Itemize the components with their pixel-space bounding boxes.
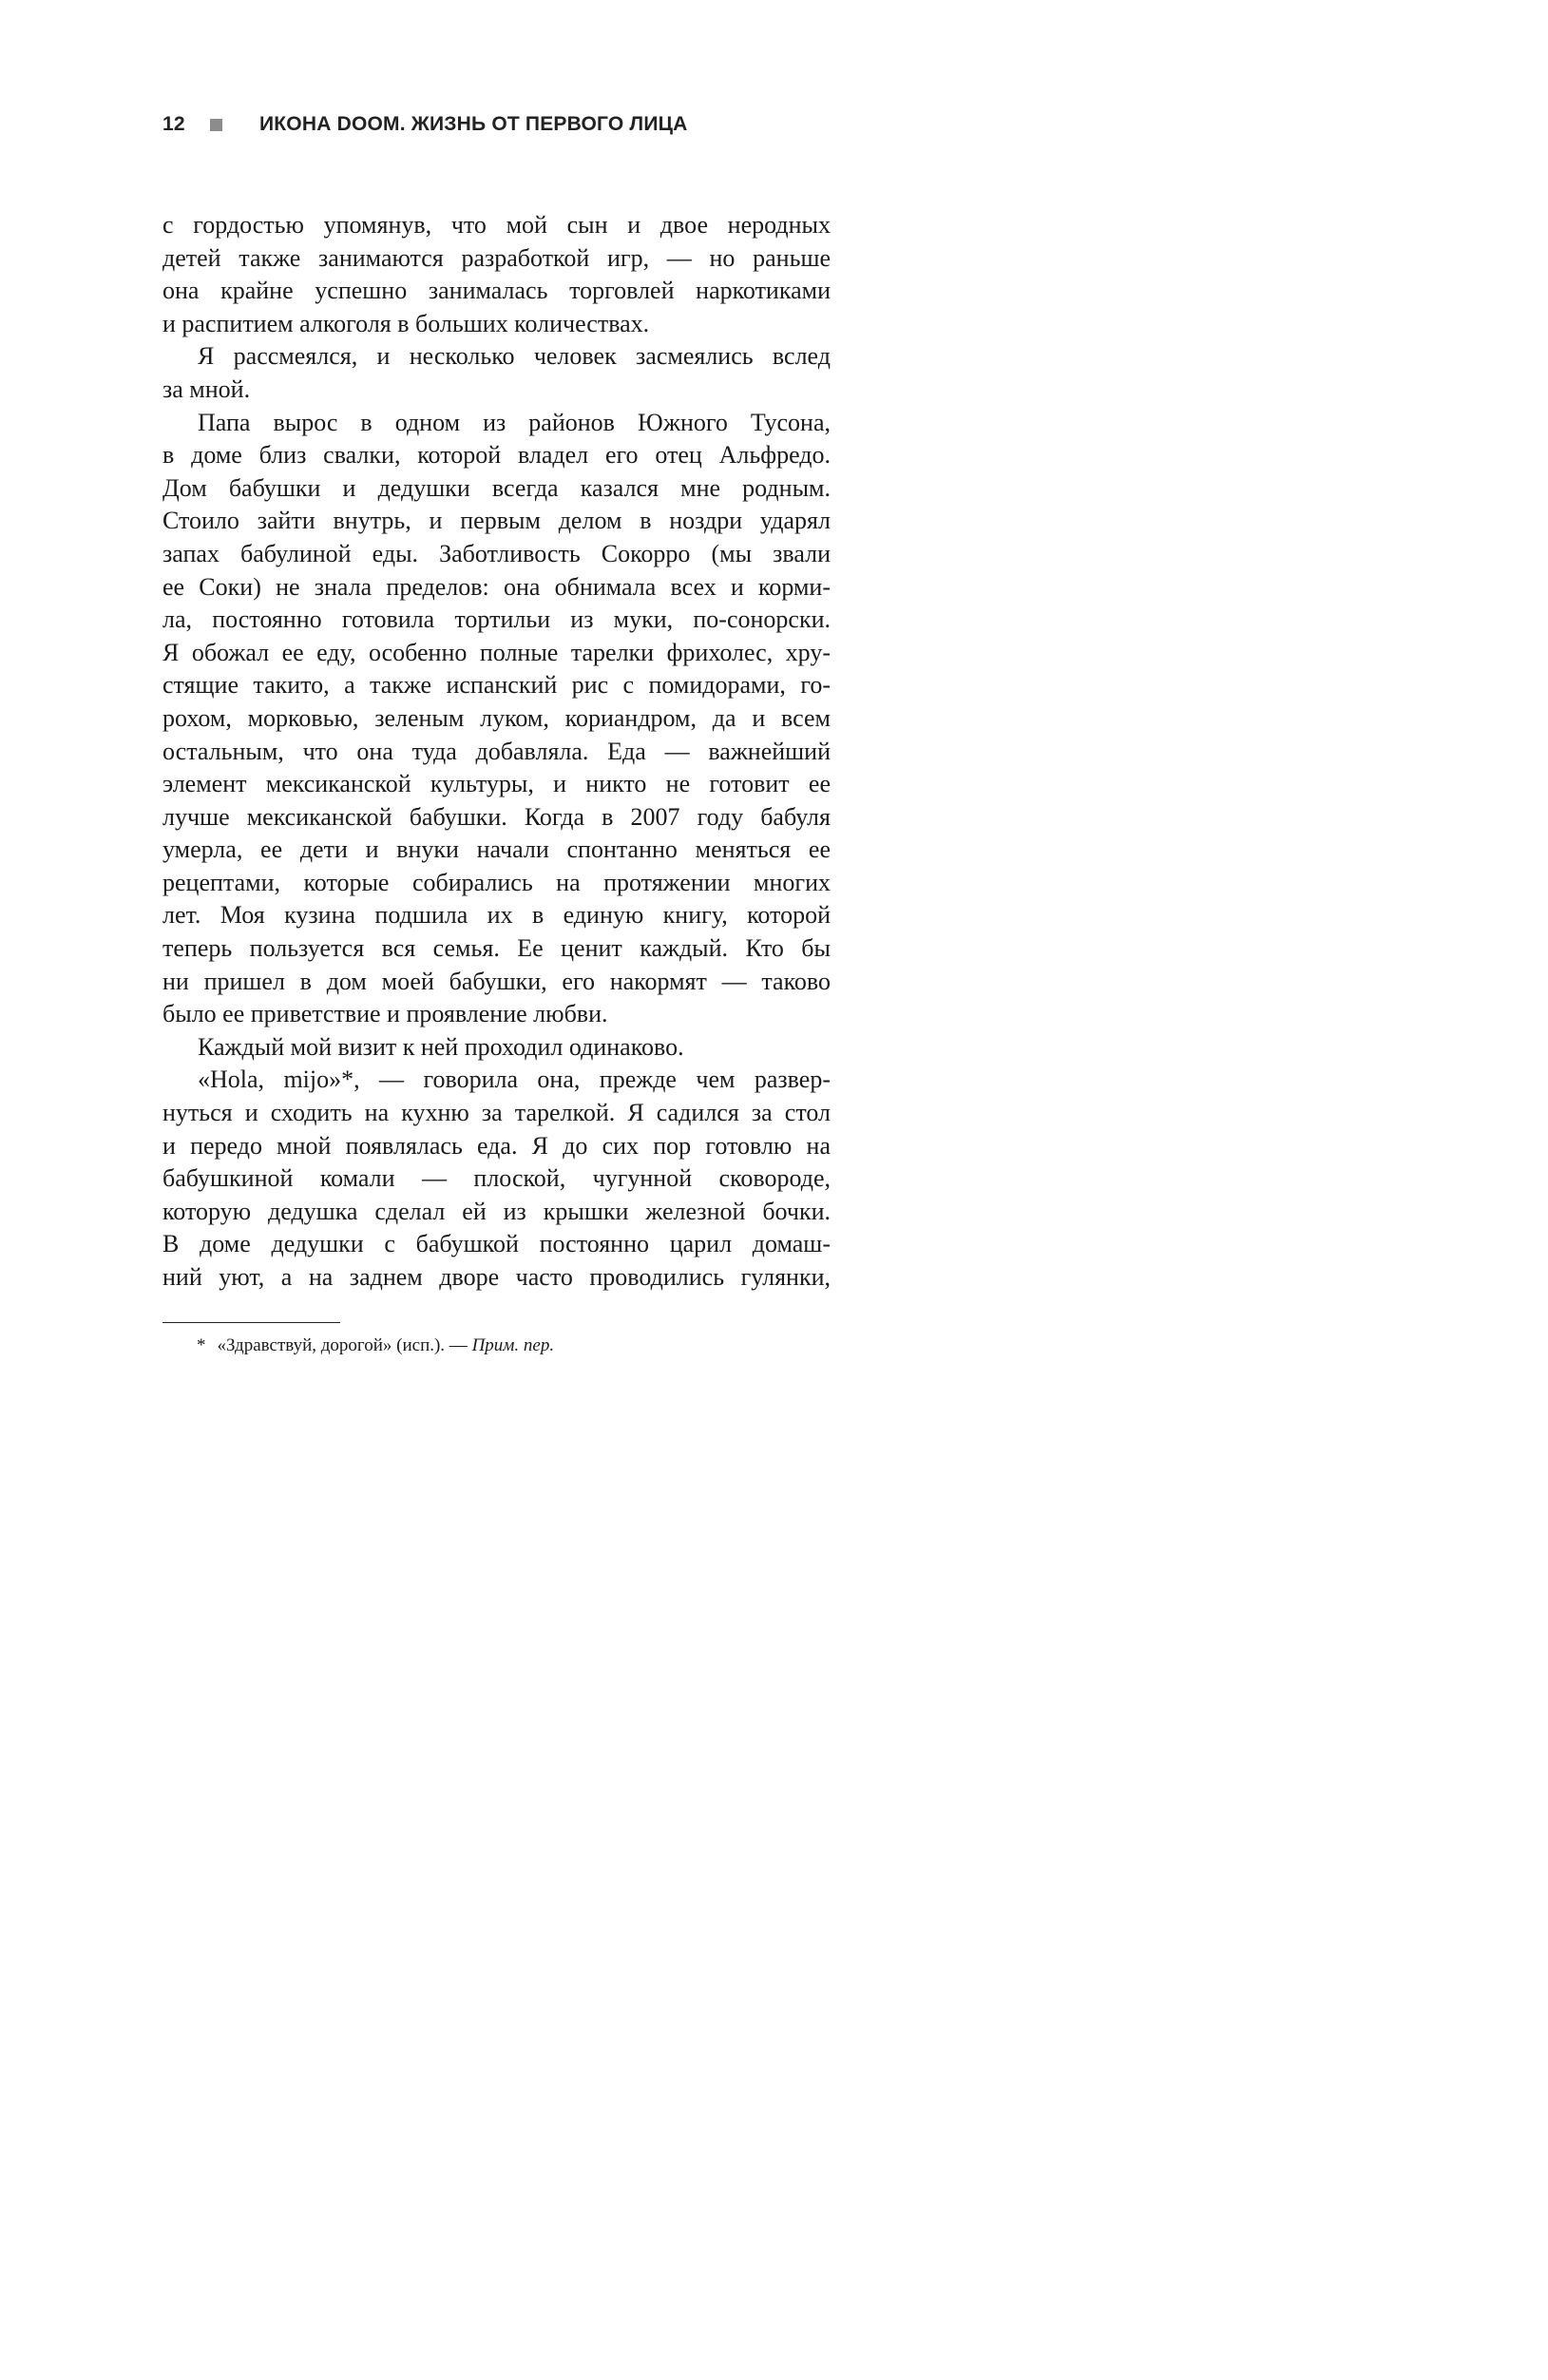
text-line: ний уют, а на заднем дворе часто проводились гулянки,	[162, 1263, 831, 1291]
text-line: элемент мексиканской культуры, и никто не готовит ее	[162, 770, 831, 798]
text-line: бабушкиной комали — плоской, чугунной сковороде,	[162, 1164, 831, 1193]
paragraph	[162, 1064, 831, 1294]
paragraph	[162, 340, 831, 406]
footnote-text: «Здравствуй, дорогой» (исп.). —	[217, 1335, 468, 1355]
book-page	[0, 0, 973, 1496]
text-line: и распитием алкоголя в больших количествах.	[162, 309, 650, 337]
text-line: рецептами, которые собирались на протяжении многих	[162, 868, 831, 896]
body-text	[162, 209, 831, 1295]
paragraph	[162, 209, 831, 340]
text-line: и передо мной появлялась еда. Я до сих пор готовлю на	[162, 1131, 831, 1160]
text-line: Я рассмеялся, и несколько человек засмеялись вслед	[198, 342, 831, 371]
text-line: В доме дедушки с бабушкой постоянно царил домаш-	[162, 1230, 831, 1258]
paragraph	[162, 407, 831, 1031]
text-line: с гордостью упомянув, что мой сын и двое неродных	[162, 211, 831, 239]
text-line: ее Соки) не знала пределов: она обнимала всех и корми-	[162, 572, 831, 601]
square-icon	[210, 119, 222, 131]
text-line: Дом бабушки и дедушки всегда казался мне родным.	[162, 473, 831, 502]
footnote-divider	[162, 1322, 340, 1323]
text-line: остальным, что она туда добавляла. Еда — важнейший	[162, 737, 831, 765]
text-line: лет. Моя кузина подшила их в единую книгу, которой	[162, 901, 831, 930]
text-line: теперь пользуется вся семья. Ее ценит каждый. Кто бы	[162, 934, 831, 963]
footnote-mark: *	[197, 1335, 206, 1355]
text-line: запах бабулиной еды. Заботливость Сокорро (мы звали	[162, 539, 831, 567]
text-line: рохом, морковью, зеленым луком, кориандром, да и всем	[162, 703, 831, 732]
footnote-note: Прим. пер.	[471, 1335, 555, 1355]
text-line: она крайне успешно занималась торговлей наркотиками	[162, 277, 831, 305]
text-line: «Hola, mijo»*, — говорила она, прежде чем развер-	[198, 1065, 831, 1094]
text-line: было ее приветствие и проявление любви.	[162, 1000, 608, 1028]
text-line: Стоило зайти внутрь, и первым делом в ноздри ударял	[162, 507, 831, 535]
book-title: ИКОНА DOOM. ЖИЗНЬ ОТ ПЕРВОГО ЛИЦА	[259, 113, 688, 135]
text-line: нуться и сходить на кухню за тарелкой. Я садился за стол	[162, 1099, 831, 1127]
text-line: стящие такито, а также испанский рис с помидорами, го-	[162, 671, 831, 700]
page-number: 12	[162, 113, 185, 135]
text-line: ла, постоянно готовила тортильи из муки, по-сонорски.	[162, 605, 831, 634]
text-line: Каждый мой визит к ней проходил одинаково.	[198, 1032, 684, 1061]
footnote	[197, 1335, 554, 1356]
text-line: лучше мексиканской бабушки. Когда в 2007 году бабуля	[162, 802, 831, 831]
text-line: умерла, ее дети и внуки начали спонтанно меняться ее	[162, 835, 831, 864]
text-line: Папа вырос в одном из районов Южного Тусона,	[198, 408, 831, 436]
paragraph	[162, 1031, 831, 1065]
text-line: Я обожал ее еду, особенно полные тарелки фрихолес, хру-	[162, 638, 831, 666]
text-line: ни пришел в дом моей бабушки, его накормят — таково	[162, 967, 831, 995]
text-line: за мной.	[162, 374, 251, 403]
text-line: в доме близ свалки, которой владел его отец Альфредо.	[162, 441, 831, 470]
running-header	[162, 111, 688, 138]
text-line: детей также занимаются разработкой игр, — но раньше	[162, 243, 831, 272]
text-line: которую дедушка сделал ей из крышки железной бочки.	[162, 1197, 831, 1225]
